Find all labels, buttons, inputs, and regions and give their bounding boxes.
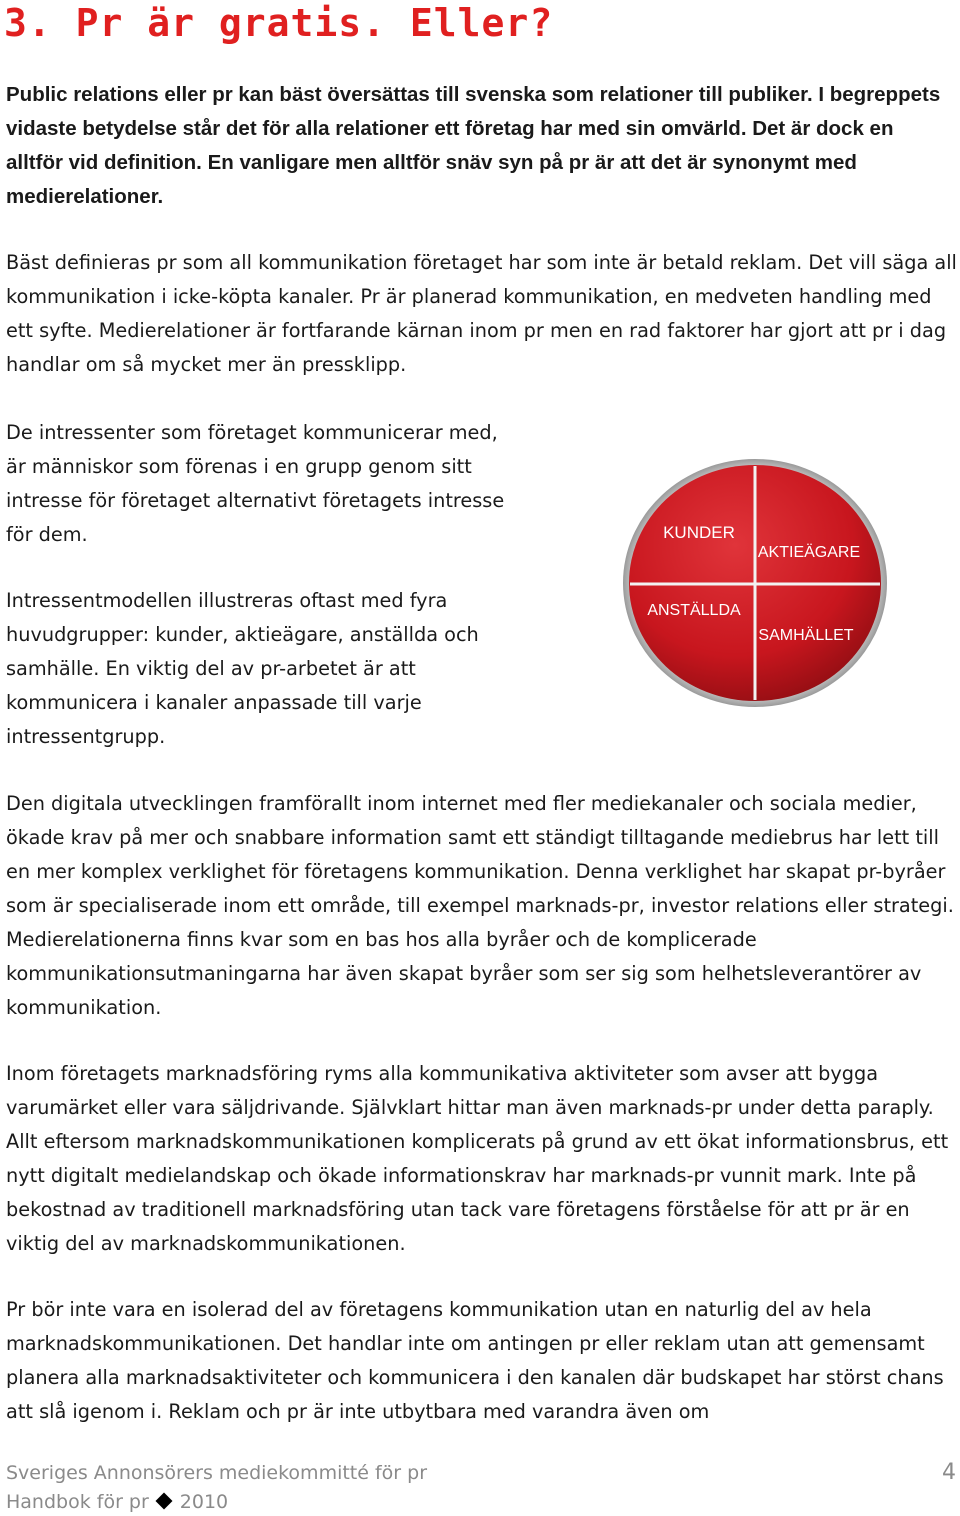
quadrant-label-kunder: KUNDER: [663, 523, 735, 542]
body-paragraph-marketing: Inom företagets marknadsföring ryms alla kommunikativa aktiviteter som avser att bygga varumärket eller vara säljdrivande. Självklart hittar man även marknads-pr under detta paraply. Allt eftersom marknadskommunikationen komplicerats på grund av ett ökat informationsbrus, ett nytt digitalt medielandskap och ökade informationskrav har marknads-pr vunnit mark. Inte på bekostnad av traditionell marknadsföring utan tack vare företagens förståelse för att pr är en viktig del av marknadskommunikationen.: [6, 1062, 949, 1255]
stakeholder-model-diagram: [622, 458, 888, 708]
quadrant-label-aktieagare: AKTIEÄGARE: [757, 544, 861, 561]
page-number: 4: [942, 1460, 956, 1485]
intro-paragraph: Public relations eller pr kan bäst översättas till svenska som relationer till publiker. I begreppets vidaste betydelse står det för alla relationer ett företag har med sin omvärld. Det är dock en alltför vid definition. En vanligare men alltför snäv syn på pr är att det är synonymt med medierelationer.: [6, 83, 941, 208]
body-paragraph-definition: Bäst definieras pr som all kommunikation företaget har som inte är betald reklam. Det vill säga all kommunikation i icke-köpta kanaler. Pr är planerad kommunikation, en medveten handling med ett syfte. Medierelationer är fortfarande kärnan inom pr men en rad faktorer har gjort att pr i dag handlar om så mycket mer än pressklipp.: [6, 251, 957, 376]
quadrant-label-anstallda: ANSTÄLLDA: [647, 602, 741, 619]
page-title: 3. Pr är gratis. Eller?: [4, 1, 554, 45]
body-paragraph-stakeholder-model: Intressentmodellen illustreras oftast med fyra huvudgrupper: kunder, aktieägare, anställda och samhälle. En viktig del av pr-arbetet är att kommunicera i kanaler anpassade till varje intressentgrupp.: [6, 589, 479, 748]
diamond-icon: [155, 1493, 172, 1510]
quadrant-label-samhallet: SAMHÄLLET: [758, 627, 854, 644]
body-paragraph-integration: Pr bör inte vara en isolerad del av företagens kommunikation utan en naturlig del av hela marknadskommunikationen. Det handlar inte om antingen pr eller reklam utan att gemensamt planera alla marknadsaktiviteter och kommunicera i den kanalen där budskapet har störst chans att slå igenom i. Reklam och pr är inte utbytbara med varandra även om: [6, 1298, 944, 1423]
body-paragraph-digital: Den digitala utvecklingen framförallt inom internet med fler mediekanaler och sociala medier, ökade krav på mer och snabbare information samt ett ständigt tilltagande mediebrus har lett till en mer komplex verklighet för företagens kommunikation. Denna verklighet har skapat pr-byråer som är specialiserade inom ett område, till exempel marknads-pr, investor relations eller strategi. Medierelationerna finns kvar som en bas hos alla byråer och de komplicerade kommunikationsutmaningarna har även skapat byråer som ser sig som helhetsleverantörer av kommunikation.: [6, 792, 954, 1019]
footer-organization: Sveriges Annonsörers mediekommitté för pr: [6, 1462, 428, 1484]
footer-handbook: [6, 1488, 228, 1516]
body-paragraph-stakeholders: De intressenter som företaget kommunicerar med, är människor som förenas i en grupp genom sitt intresse för företaget alternativt företagets intresse för dem.: [6, 421, 505, 546]
footer-handbook-title: Handbok för pr: [6, 1491, 149, 1513]
footer-year: 2010: [179, 1491, 229, 1513]
